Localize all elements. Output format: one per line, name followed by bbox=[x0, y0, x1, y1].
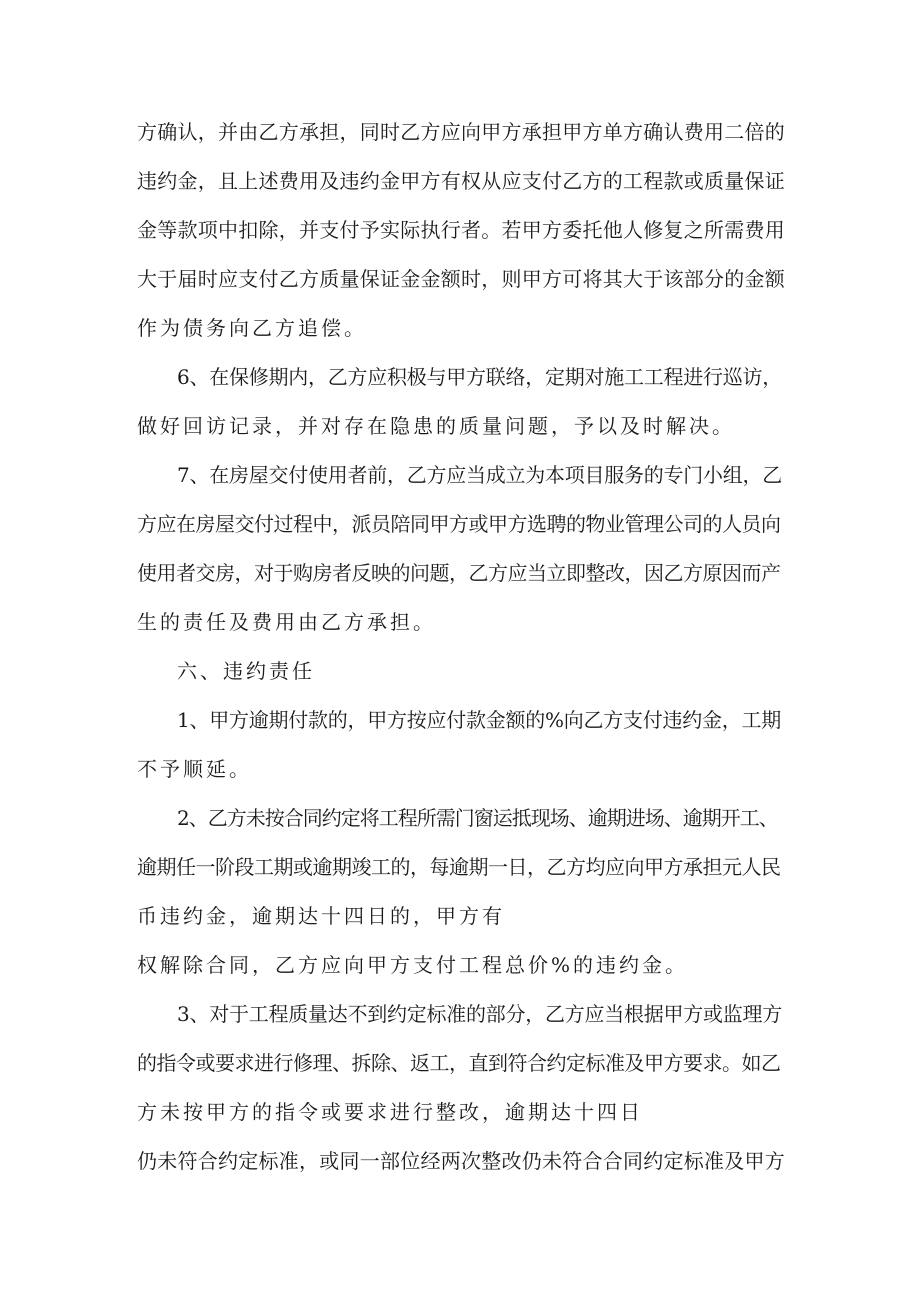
text-line: 币违约金，逾期达十四日的，甲方有 bbox=[137, 904, 505, 928]
text-line: 使用者交房，对于购房者反映的问题，乙方应当立即整改，因乙方原因而产 bbox=[137, 561, 781, 585]
clause-7-line: 7、在房屋交付使用者前，乙方应当成立为本项目服务的专门小组，乙 bbox=[177, 463, 782, 487]
text-line: 方未按甲方的指令或要求进行整改，逾期达十四日 bbox=[137, 1100, 643, 1124]
clause-6-line: 6、在保修期内，乙方应积极与甲方联络，定期对施工工程进行巡访， bbox=[177, 365, 782, 389]
text-line: 做好回访记录，并对存在隐患的质量问题，予以及时解决。 bbox=[137, 414, 735, 438]
text-line: 金等款项中扣除，并支付予实际执行者。若甲方委托他人修复之所需费用 bbox=[137, 218, 785, 242]
text-line: 的指令或要求进行修理、拆除、返工，直到符合约定标准及甲方要求。如乙 bbox=[137, 1051, 781, 1075]
text-line: 大于届时应支付乙方质量保证金金额时，则甲方可将其大于该部分的金额 bbox=[137, 267, 785, 291]
section-heading: 六、违约责任 bbox=[177, 659, 315, 683]
text-line: 权解除合同，乙方应向甲方支付工程总价%的违约金。 bbox=[137, 953, 689, 977]
text-line: 方确认，并由乙方承担，同时乙方应向甲方承担甲方单方确认费用二倍的 bbox=[137, 120, 785, 144]
clause-1-line: 1、甲方逾期付款的，甲方按应付款金额的%向乙方支付违约金，工期 bbox=[177, 708, 781, 732]
text-line: 逾期任一阶段工期或逾期竣工的，每逾期一日，乙方均应向甲方承担元人民 bbox=[137, 855, 781, 879]
text-line: 违约金，且上述费用及违约金甲方有权从应支付乙方的工程款或质量保证 bbox=[137, 169, 785, 193]
text-line: 作为债务向乙方追偿。 bbox=[137, 316, 367, 340]
clause-2-line: 2、乙方未按合同约定将工程所需门窗运抵现场、逾期进场、逾期开工、 bbox=[177, 806, 778, 830]
text-line: 生的责任及费用由乙方承担。 bbox=[137, 610, 436, 634]
text-line: 不予顺延。 bbox=[137, 757, 252, 781]
text-line: 仍未符合约定标准，或同一部位经两次整改仍未符合合同约定标准及甲方 bbox=[137, 1149, 785, 1173]
text-line: 方应在房屋交付过程中，派员陪同甲方或甲方选聘的物业管理公司的人员向 bbox=[137, 512, 781, 536]
clause-3-line: 3、对于工程质量达不到约定标准的部分，乙方应当根据甲方或监理方 bbox=[177, 1002, 782, 1026]
